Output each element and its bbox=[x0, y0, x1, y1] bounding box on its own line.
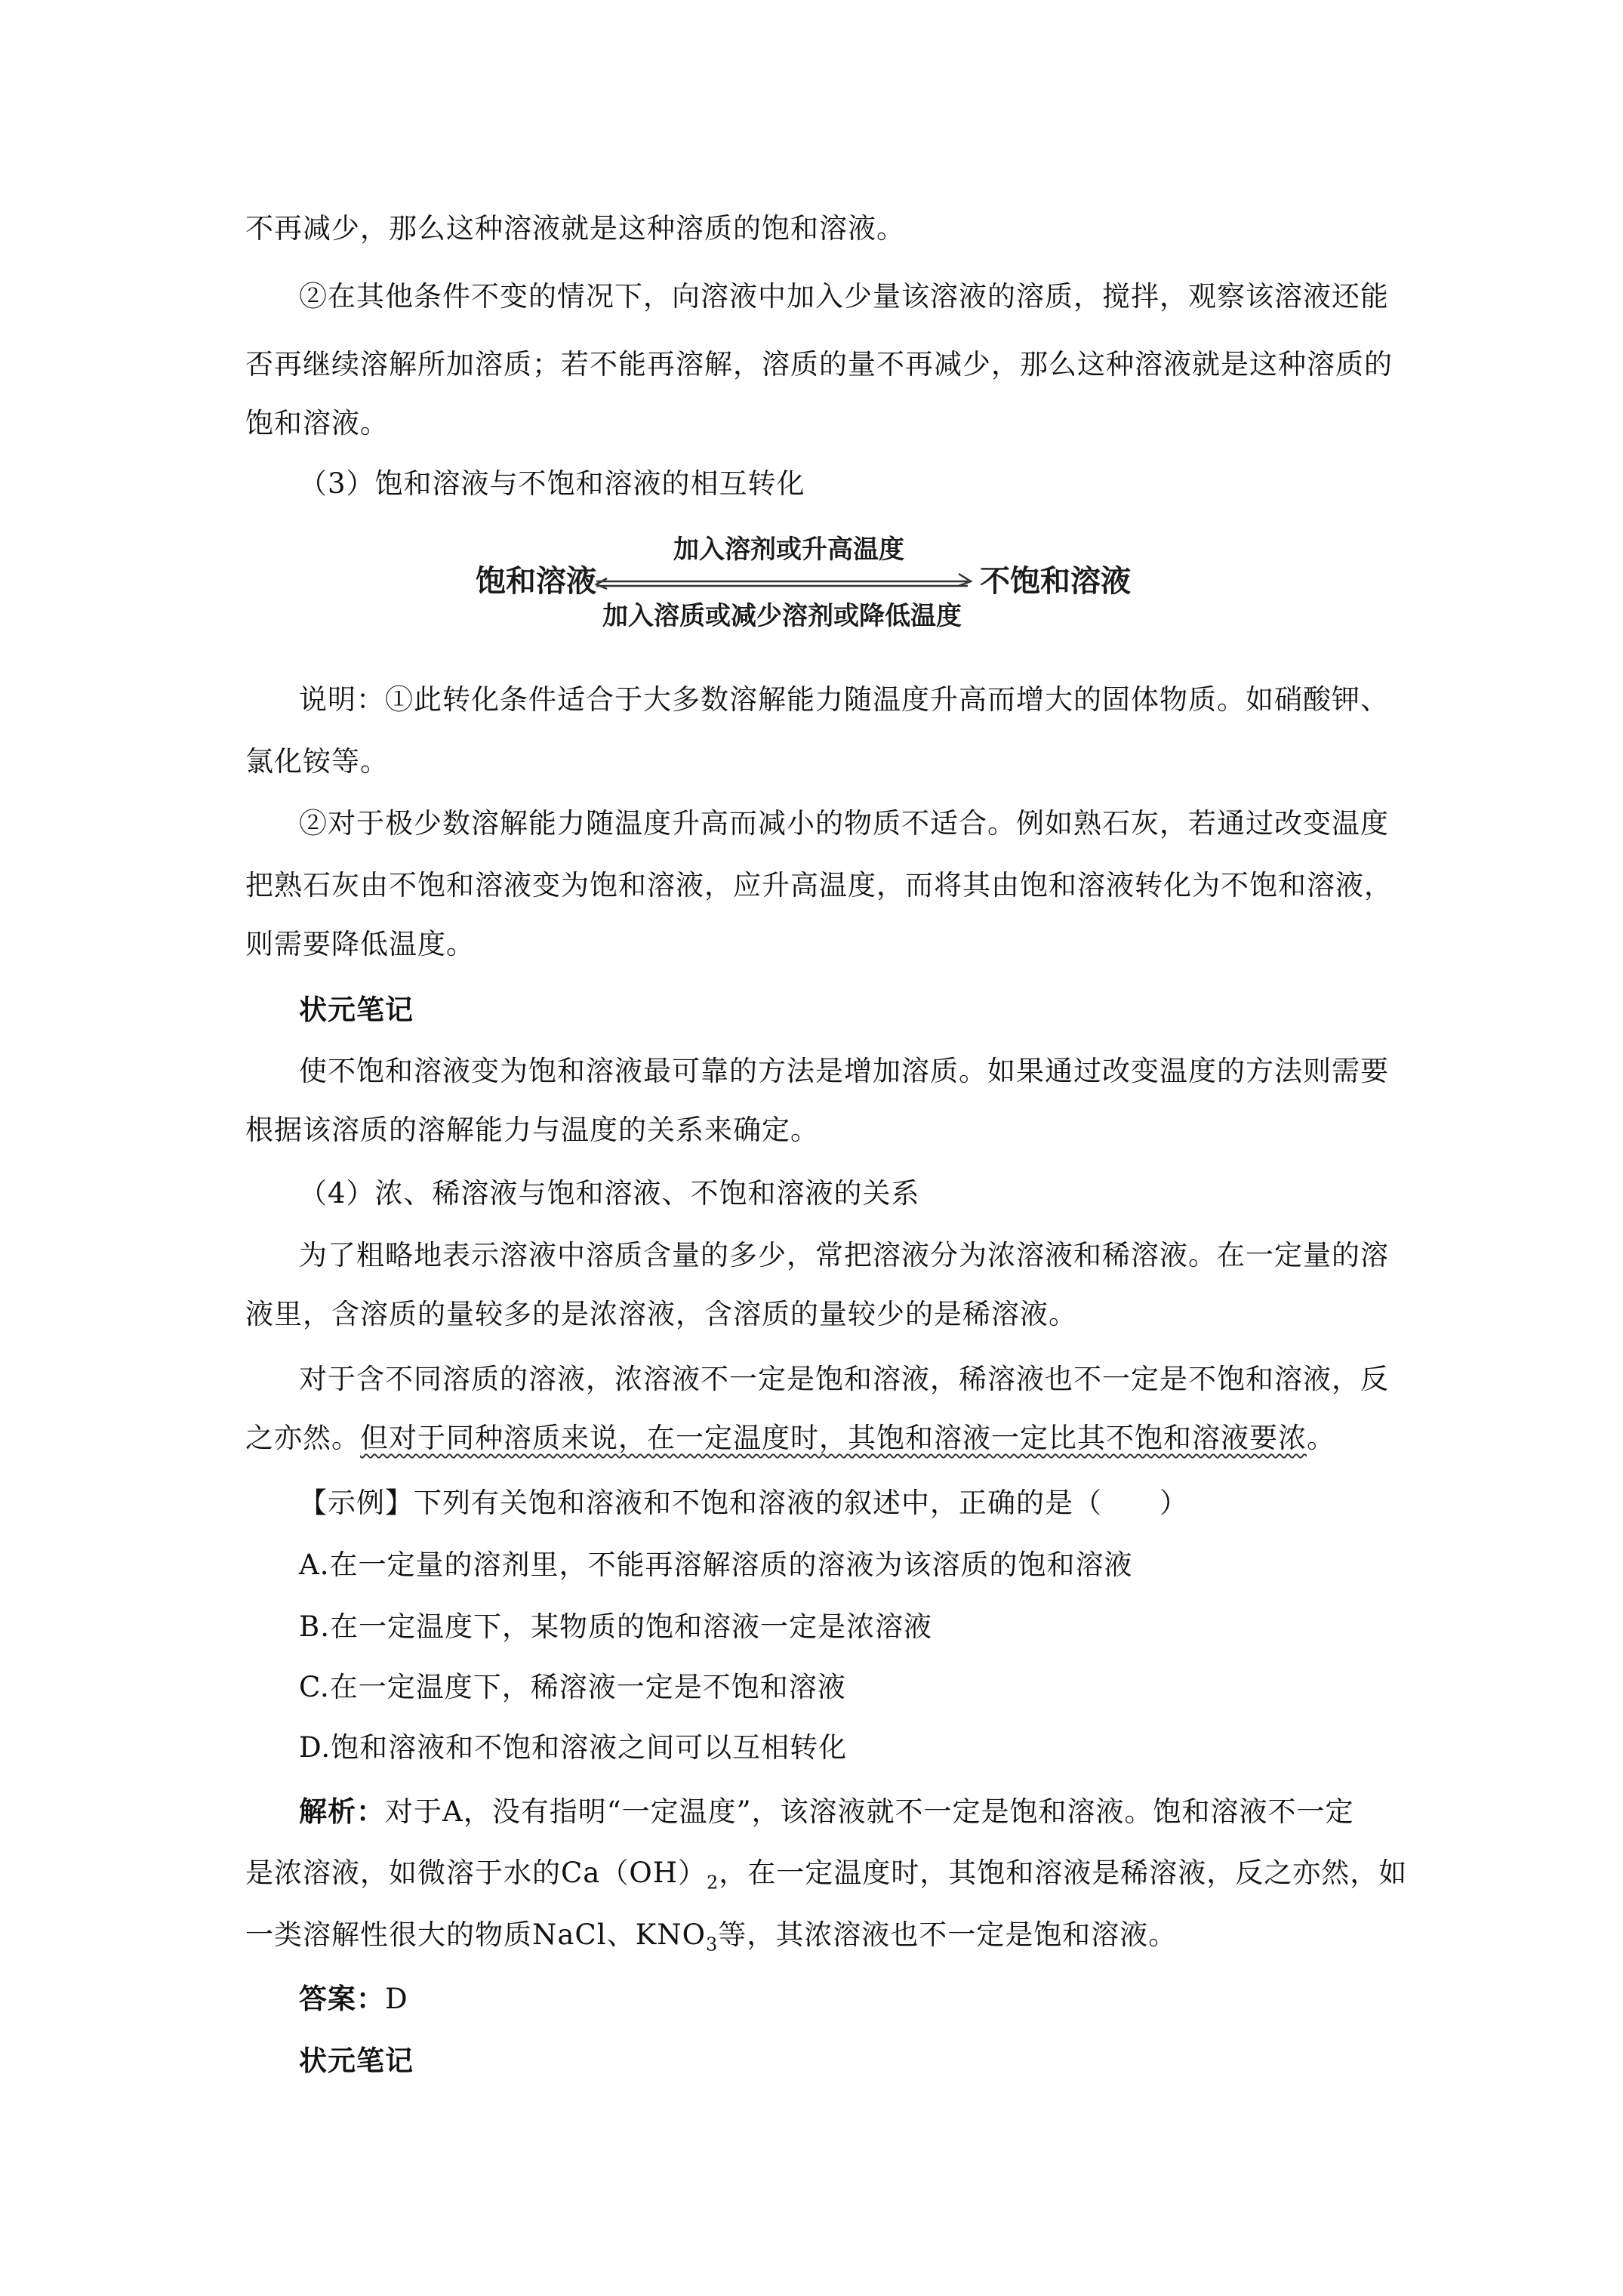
option-a: A.在一定量的溶剂里，不能再溶解溶质的溶液为该溶质的饱和溶液 bbox=[299, 1549, 1133, 1581]
paragraph-line: ②对于极少数溶解能力随温度升高而减小的物质不适合。例如熟石灰，若通过改变温度 bbox=[299, 807, 1389, 840]
diagram-unsaturated-label: 不饱和溶液 bbox=[980, 564, 1131, 599]
option-d: D.饱和溶液和不饱和溶液之间可以互相转化 bbox=[299, 1731, 848, 1764]
paragraph-line: 为了粗略地表示溶液中溶质含量的多少，常把溶液分为浓溶液和稀溶液。在一定量的溶 bbox=[299, 1239, 1389, 1271]
emphasized-text: 但对于同种溶质来说，在一定温度时，其饱和溶液一定比其不饱和溶液要浓 bbox=[360, 1422, 1307, 1454]
note-heading: 状元笔记 bbox=[299, 2044, 414, 2077]
analysis-line bbox=[299, 1777, 1393, 1846]
diagram-forward-condition: 加入溶剂或升高温度 bbox=[673, 535, 904, 565]
paragraph-line: 对于含不同溶质的溶液，浓溶液不一定是饱和溶液，稀溶液也不一定是不饱和溶液，反 bbox=[299, 1363, 1389, 1395]
analysis-line bbox=[245, 1839, 1408, 1907]
paragraph-line: 则需要降低温度。 bbox=[245, 928, 475, 960]
text-span: 之亦然。 bbox=[245, 1422, 360, 1454]
option-c: C.在一定温度下，稀溶液一定是不饱和溶液 bbox=[299, 1671, 846, 1703]
analysis-label: 解析： bbox=[299, 1795, 385, 1828]
paragraph-line: 饱和溶液。 bbox=[245, 407, 389, 439]
text-span: 对于A，没有指明“一定温度”，该溶液就不一定是饱和溶液。饱和溶液不一定 bbox=[385, 1795, 1354, 1828]
section-heading: （3）饱和溶液与不饱和溶液的相互转化 bbox=[299, 467, 805, 500]
section-heading: （4）浓、稀溶液与饱和溶液、不饱和溶液的关系 bbox=[299, 1177, 920, 1210]
paragraph-line: 不再减少，那么这种溶液就是这种溶质的饱和溶液。 bbox=[245, 212, 905, 245]
paragraph-line: 说明：①此转化条件适合于大多数溶解能力随温度升高而增大的固体物质。如硝酸钾、 bbox=[299, 683, 1389, 716]
diagram-saturated-label: 饱和溶液 bbox=[476, 564, 596, 599]
analysis-line bbox=[245, 1901, 1393, 1969]
option-b: B.在一定温度下，某物质的饱和溶液一定是浓溶液 bbox=[299, 1610, 932, 1643]
answer-value: D bbox=[385, 1983, 408, 2015]
paragraph-line: 把熟石灰由不饱和溶液变为饱和溶液，应升高温度，而将其由饱和溶液转化为不饱和溶液， bbox=[245, 869, 1393, 901]
paragraph-line: 否再继续溶解所加溶质；若不能再溶解，溶质的量不再减少，那么这种溶液就是这种溶质的 bbox=[245, 348, 1393, 381]
diagram-reverse-condition: 加入溶质或减少溶剂或降低温度 bbox=[602, 601, 962, 631]
paragraph-line: 液里，含溶质的量较多的是浓溶液，含溶质的量较少的是稀溶液。 bbox=[245, 1298, 1077, 1330]
answer-label: 答案： bbox=[299, 1982, 385, 2015]
text-span: 是浓溶液，如微溶于水的Ca（OH） bbox=[245, 1857, 707, 1889]
text-span: 一类溶解性很大的物质NaCl、KNO bbox=[245, 1918, 706, 1951]
text-span: 等，其浓溶液也不一定是饱和溶液。 bbox=[718, 1918, 1178, 1951]
subscript: 3 bbox=[705, 1934, 719, 1955]
text-span: 。 bbox=[1307, 1422, 1335, 1454]
example-question: 【示例】下列有关饱和溶液和不饱和溶液的叙述中，正确的是（ ） bbox=[299, 1487, 1188, 1519]
paragraph-line: 使不饱和溶液变为饱和溶液最可靠的方法是增加溶质。如果通过改变温度的方法则需要 bbox=[299, 1055, 1389, 1087]
text-span: ，在一定温度时，其饱和溶液是稀溶液，反之亦然，如 bbox=[719, 1857, 1408, 1889]
paragraph-line: 根据该溶质的溶解能力与温度的关系来确定。 bbox=[245, 1114, 819, 1146]
conversion-diagram bbox=[476, 529, 1155, 634]
paragraph-line: 氯化铵等。 bbox=[245, 745, 389, 778]
paragraph-line bbox=[245, 1404, 1393, 1472]
note-heading: 状元笔记 bbox=[299, 993, 414, 1026]
paragraph-line: ②在其他条件不变的情况下，向溶液中加入少量该溶液的溶质，搅拌，观察该溶液还能 bbox=[299, 280, 1389, 313]
subscript: 2 bbox=[706, 1872, 719, 1894]
answer-line bbox=[299, 1965, 1393, 2033]
